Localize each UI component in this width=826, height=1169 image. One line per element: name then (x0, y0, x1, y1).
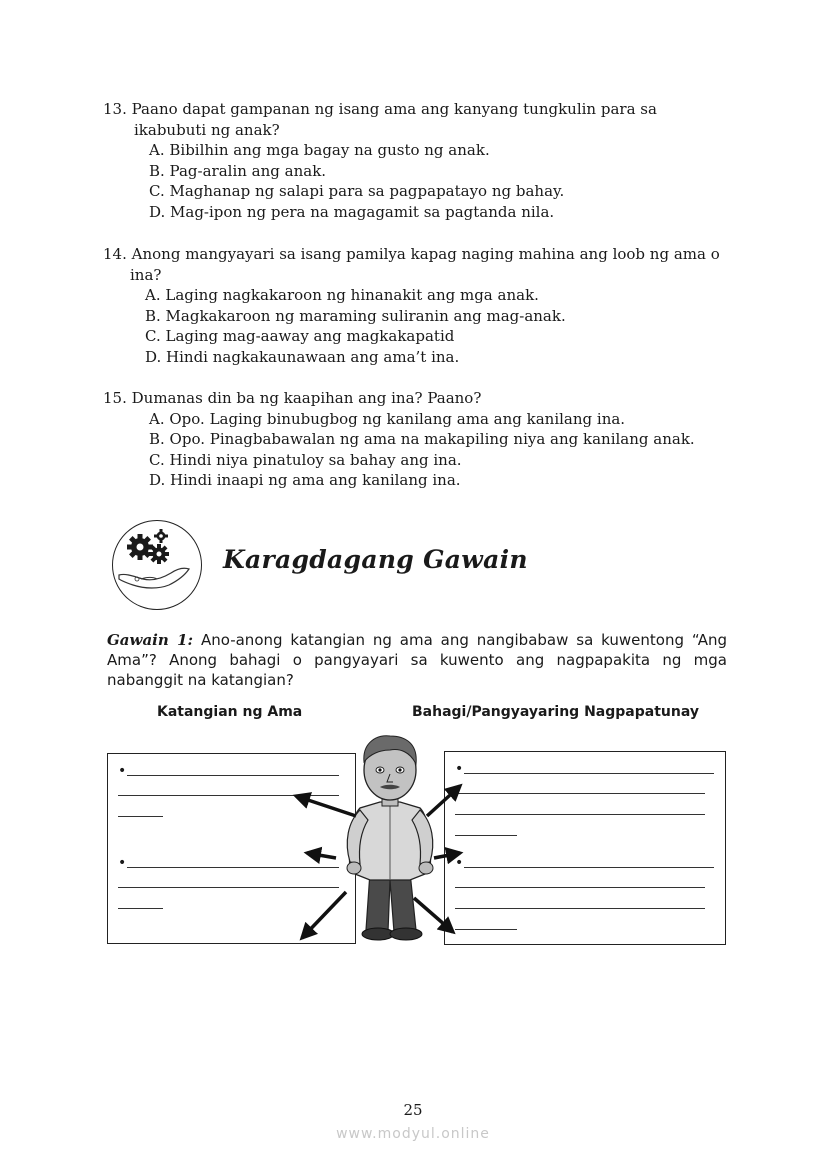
option-b: B. Magkakaroon ng maraming suliranin ang mag-anak. (145, 306, 566, 325)
bullet: • (118, 763, 127, 779)
answer-line[interactable] (118, 816, 163, 817)
right-column-heading: Bahagi/Pangyayaring Nagpapatunay (412, 704, 699, 720)
question-stem-continued: ikabubuti ng anak? (134, 120, 280, 139)
left-column-heading: Katangian ng Ama (157, 704, 303, 720)
option-c: C. Hindi niya pinatuloy sa bahay ang ina. (149, 450, 462, 469)
question-number: 15. (103, 389, 127, 407)
option-c: C. Laging mag-aaway ang magkakapatid (145, 327, 455, 345)
answer-line[interactable] (455, 908, 705, 909)
question-stem: Anong mangyayari sa isang pamilya kapag naging mahina ang loob ng ama o (131, 245, 720, 263)
answer-line[interactable] (464, 773, 714, 774)
option-b: B. Pag-aralin ang anak. (149, 161, 327, 180)
bullet: • (118, 855, 127, 871)
option-b: B. Opo. Pinagbabawalan ng ama na makapiling niya ang kanilang anak. (149, 430, 695, 448)
answer-line[interactable] (464, 867, 714, 868)
father-illustration (290, 712, 480, 952)
activity-label: Gawain 1: (107, 631, 194, 649)
question-number: 13. (103, 100, 127, 118)
question-stem: Dumanas din ba ng kaapihan ang ina? Paano? (131, 389, 482, 407)
question-stem: Paano dapat gampanan ng isang ama ang kanyang tungkulin para sa (131, 100, 657, 118)
option-a: A. Bibilhin ang mga bagay na gusto ng anak. (149, 141, 490, 159)
question-15 (103, 388, 727, 491)
option-c: C. Maghanap ng salapi para sa pagpapatayo ng bahay. (149, 182, 565, 200)
gears-in-hand-icon (112, 520, 202, 610)
question-14 (103, 244, 727, 367)
activity-instructions (107, 630, 727, 690)
question-number: 14. (103, 245, 127, 263)
question-13 (103, 99, 727, 222)
answer-line[interactable] (455, 814, 705, 815)
bullet: • (455, 761, 464, 777)
evidence-answer-box[interactable] (444, 751, 726, 945)
option-d: D. Hindi inaapi ng ama ang kanilang ina. (149, 471, 461, 489)
section-title: Karagdagang Gawain (223, 545, 528, 574)
question-stem-continued: ina? (130, 265, 162, 284)
watermark: www.modyul.online (336, 1126, 490, 1142)
option-d: D. Hindi nagkakaunawaan ang ama’t ina. (145, 347, 460, 366)
gears-in-hand-icon-graphic (113, 521, 201, 609)
option-d: D. Mag-ipon ng pera na magagamit sa pagtanda nila. (149, 202, 555, 221)
answer-line[interactable] (118, 908, 163, 909)
bullet: • (455, 855, 464, 871)
activity-text: Ano-anong katangian ng ama ang nangibabaw sa kuwentong “Ang Ama”? Anong bahagi o pangyayari sa kuwento ang nagpapakita ng mga nabanggit na katangian? (107, 631, 728, 689)
answer-line[interactable] (455, 887, 705, 888)
page-number: 25 (403, 1101, 423, 1119)
option-a: A. Laging nagkakaroon ng hinanakit ang mga anak. (145, 286, 539, 304)
option-a: A. Opo. Laging binubugbog ng kanilang ama ang kanilang ina. (149, 409, 626, 428)
answer-line[interactable] (455, 793, 705, 794)
